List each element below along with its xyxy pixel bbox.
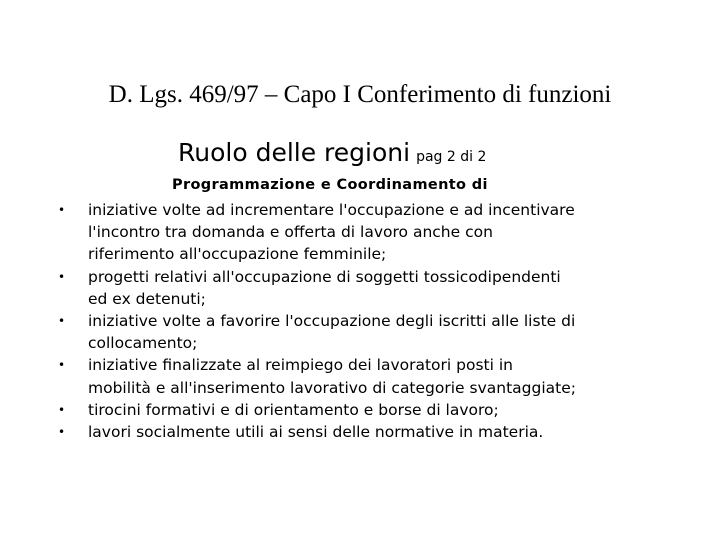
- bullet-text-line: iniziative volte ad incrementare l'occupazione e ad incentivare: [88, 201, 575, 219]
- bullet-text-line: iniziative volte a favorire l'occupazione degli iscritti alle liste di: [88, 312, 576, 331]
- bullet-icon: •: [58, 358, 66, 373]
- bullet-text-line: tirocini formativi e di orientamento e borse di lavoro;: [88, 400, 499, 419]
- bullet-item: [56, 310, 676, 354]
- bullet-icon: •: [58, 425, 66, 440]
- bullet-item: [56, 421, 676, 443]
- bullet-text-line: iniziative finalizzate al reimpiego dei lavoratori posti in: [88, 356, 513, 375]
- bullet-icon: •: [58, 203, 66, 217]
- bullet-list: [56, 199, 676, 443]
- bullet-text-line: mobilità e all'inserimento lavorativo di categorie svantaggiate;: [88, 378, 576, 397]
- bullet-text-line: l'incontro tra domanda e offerta di lavoro anche con: [88, 223, 493, 242]
- bullet-icon: •: [58, 314, 66, 329]
- subtitle-main: Ruolo delle regioni: [178, 138, 411, 167]
- bullet-item: [56, 266, 676, 310]
- bullet-text-line: collocamento;: [88, 334, 198, 353]
- bullet-icon: •: [58, 269, 66, 284]
- bullet-item: [56, 354, 676, 398]
- bullet-item: [56, 399, 676, 421]
- slide-subtitle: [178, 136, 486, 174]
- page-indicator: pag 2 di 2: [416, 149, 487, 165]
- bullet-text-line: lavori socialmente utili ai sensi delle normative in materia.: [88, 423, 544, 442]
- slide-title: D. Lgs. 469/97 – Capo I Conferimento di funzioni: [108, 81, 612, 108]
- bullet-text-line: ed ex detenuti;: [88, 289, 206, 308]
- bullet-item: [56, 199, 676, 266]
- section-heading: Programmazione e Coordinamento di: [172, 177, 488, 193]
- bullet-icon: •: [58, 402, 66, 417]
- bullet-text-line: riferimento all'occupazione femminile;: [88, 245, 387, 264]
- bullet-text-line: progetti relativi all'occupazione di soggetti tossicodipendenti: [88, 267, 561, 286]
